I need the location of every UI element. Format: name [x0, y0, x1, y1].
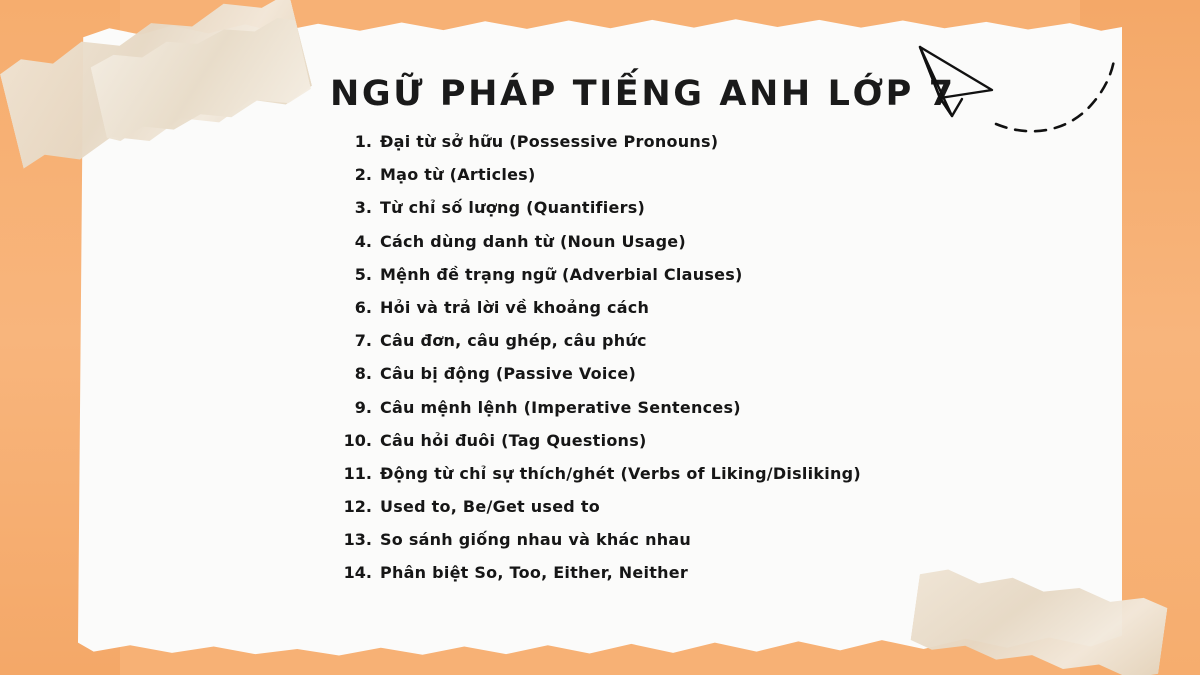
list-item [330, 265, 1010, 298]
list-item-number: 12. [343, 497, 372, 517]
list-item-number: 5. [354, 264, 372, 284]
list-item-label: Phân biệt So, Too, Either, Neither [380, 563, 688, 583]
list-item [330, 298, 1010, 331]
list-item-label: Đại từ sở hữu (Possessive Pronouns) [380, 132, 719, 151]
list-item-number: 11. [343, 463, 372, 483]
grammar-topic-list [330, 132, 1010, 597]
list-item-label: Câu bị động (Passive Voice) [380, 364, 637, 384]
list-item-label: Mạo từ (Articles) [380, 165, 536, 185]
list-item-label: Mệnh đề trạng ngữ (Adverbial Clauses) [380, 264, 743, 284]
list-item [330, 165, 1010, 198]
list-item [330, 364, 1010, 397]
list-item-label: So sánh giống nhau và khác nhau [380, 530, 692, 550]
list-item-label: Câu mệnh lệnh (Imperative Sentences) [380, 397, 741, 417]
list-item-label: Từ chỉ số lượng (Quantifiers) [380, 198, 646, 218]
list-item-label: Cách dùng danh từ (Noun Usage) [380, 231, 686, 251]
list-item-number: 8. [354, 364, 372, 384]
list-item [330, 398, 1010, 431]
dashed-curve-icon [996, 60, 1114, 131]
list-item-number: 2. [354, 165, 372, 185]
list-item-number: 14. [343, 563, 372, 583]
page-title: NGỮ PHÁP TIẾNG ANH LỚP 7 [330, 74, 956, 114]
list-item-label: Used to, Be/Get used to [380, 497, 600, 517]
list-item-number: 13. [343, 530, 372, 550]
list-item [330, 198, 1010, 231]
list-item-number: 7. [354, 331, 372, 351]
list-item [330, 232, 1010, 265]
list-item-number: 1. [354, 132, 372, 151]
list-item-number: 6. [354, 297, 372, 317]
list-item [330, 530, 1010, 563]
list-item-label: Câu hỏi đuôi (Tag Questions) [380, 430, 647, 450]
list-item [330, 331, 1010, 364]
list-item [330, 497, 1010, 530]
list-item [330, 132, 1010, 165]
list-item-number: 3. [354, 198, 372, 218]
list-item [330, 464, 1010, 497]
list-item-label: Câu đơn, câu ghép, câu phức [380, 331, 647, 351]
list-item-number: 4. [354, 231, 372, 251]
list-item-label: Hỏi và trả lời về khoảng cách [380, 297, 650, 317]
list-item [330, 563, 1010, 596]
list-item-number: 10. [343, 430, 372, 450]
list-item [330, 431, 1010, 464]
list-item-number: 9. [354, 397, 372, 417]
list-item-label: Động từ chỉ sự thích/ghét (Verbs of Liking/Disliking) [380, 463, 861, 483]
